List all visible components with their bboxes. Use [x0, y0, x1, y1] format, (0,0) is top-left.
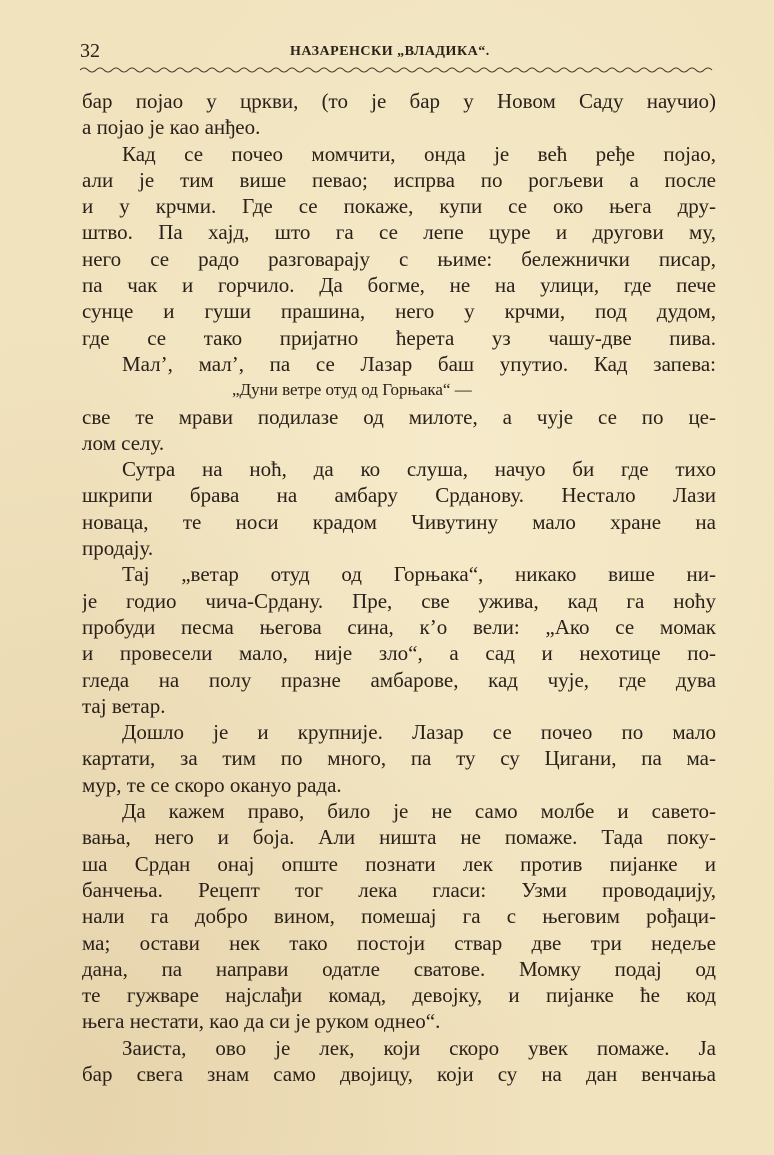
text-line: Заиста, ово је лек, који скоро увек помаже. Ја — [122, 1035, 716, 1060]
text-line: а појао је као анђео. — [82, 115, 261, 140]
text-line: па чак и горчило. Да богме, не на улици, где пече — [82, 273, 716, 298]
text-line: је годио чича-Срдану. Пре, све ужива, кад га ноћу — [82, 588, 716, 613]
page-number: 32 — [80, 40, 100, 62]
text-line: и у крчми. Где се покаже, купи се око њега дру- — [82, 194, 716, 219]
quoted-song-line: „Дуни ветре отуд од Горњака“ — — [232, 380, 472, 400]
text-line: ма; остави нек тако постоји ствар две три недеље — [82, 930, 716, 955]
text-line: све те мрави подилазе од милоте, а чује се по це- — [82, 404, 716, 429]
text-line: продају. — [82, 536, 154, 561]
text-line: ша Срдан онај опште познати лек против пијанке и — [82, 851, 716, 876]
text-line: картати, за тим по много, па ту су Цигани, па ма- — [82, 746, 716, 771]
text-line: сунце и гуши прашина, него у крчми, под дудом, — [82, 299, 716, 324]
text-line: бар свега знам само двојицу, који су на дан венчања — [82, 1061, 716, 1086]
text-line: Да кажем право, било је не само молбе и савето- — [122, 799, 716, 824]
text-line: новаца, те носи крадом Чивутину мало хране на — [82, 509, 716, 534]
text-line: тај ветар. — [82, 693, 166, 718]
text-line: њега нестати, као да си је руком однео“. — [82, 1009, 441, 1034]
text-line: али је тим више певао; испрва по рогљеви а после — [82, 167, 716, 192]
running-title: НАЗАРЕНСКИ „ВЛАДИКА“. — [290, 44, 490, 59]
text-line: Дошло је и крупније. Лазар се почео по мало — [122, 720, 716, 745]
text-line: банчења. Рецепт тог лека гласи: Узми проводаџију, — [82, 877, 716, 902]
text-line: дана, па направи одатле сватове. Момку подај од — [82, 956, 716, 981]
text-line: Сутра на ноћ, да ко слуша, начуо би где тихо — [122, 457, 716, 482]
text-line: Кад се почео момчити, онда је већ ређе појао, — [122, 141, 716, 166]
text-line: и провесели мало, није зло“, а сад и нехотице по- — [82, 641, 716, 666]
text-line: Мал’, мал’, па се Лазар баш упутио. Кад запева: — [122, 351, 716, 376]
text-line: него се радо разговарају с њиме: бележнички писар, — [82, 246, 716, 271]
text-line: Тај „ветар отуд од Горњака“, никако више ни- — [122, 562, 716, 587]
text-line: гледа на полу празне амбарове, кад чује, где дува — [82, 667, 716, 692]
text-line: шкрипи брава на амбару Срданову. Нестало Лази — [82, 483, 716, 508]
text-body — [82, 88, 716, 1087]
header-ornamental-rule — [80, 66, 716, 74]
text-line: нали га добро вином, помешај га с његовим рођаци- — [82, 904, 716, 929]
text-line: те гужваре најслађи комад, девојку, и пијанке ће код — [82, 983, 716, 1008]
text-line: вања, него и боја. Али ништа не помаже. Тада поку- — [82, 825, 716, 850]
text-line: мур, те се скоро окануо рада. — [82, 772, 342, 797]
text-line: где се тако пријатно ћерета уз чашу-две пива. — [82, 325, 716, 350]
text-line: штво. Па хајд, што га се лепе цуре и другови му, — [82, 220, 716, 245]
text-line: пробуди песма његова сина, к’о вели: „Ако се момак — [82, 614, 716, 639]
text-line: лом селу. — [82, 430, 165, 455]
text-line: бар појао у цркви, (то је бар у Новом Саду научио) — [82, 89, 716, 113]
